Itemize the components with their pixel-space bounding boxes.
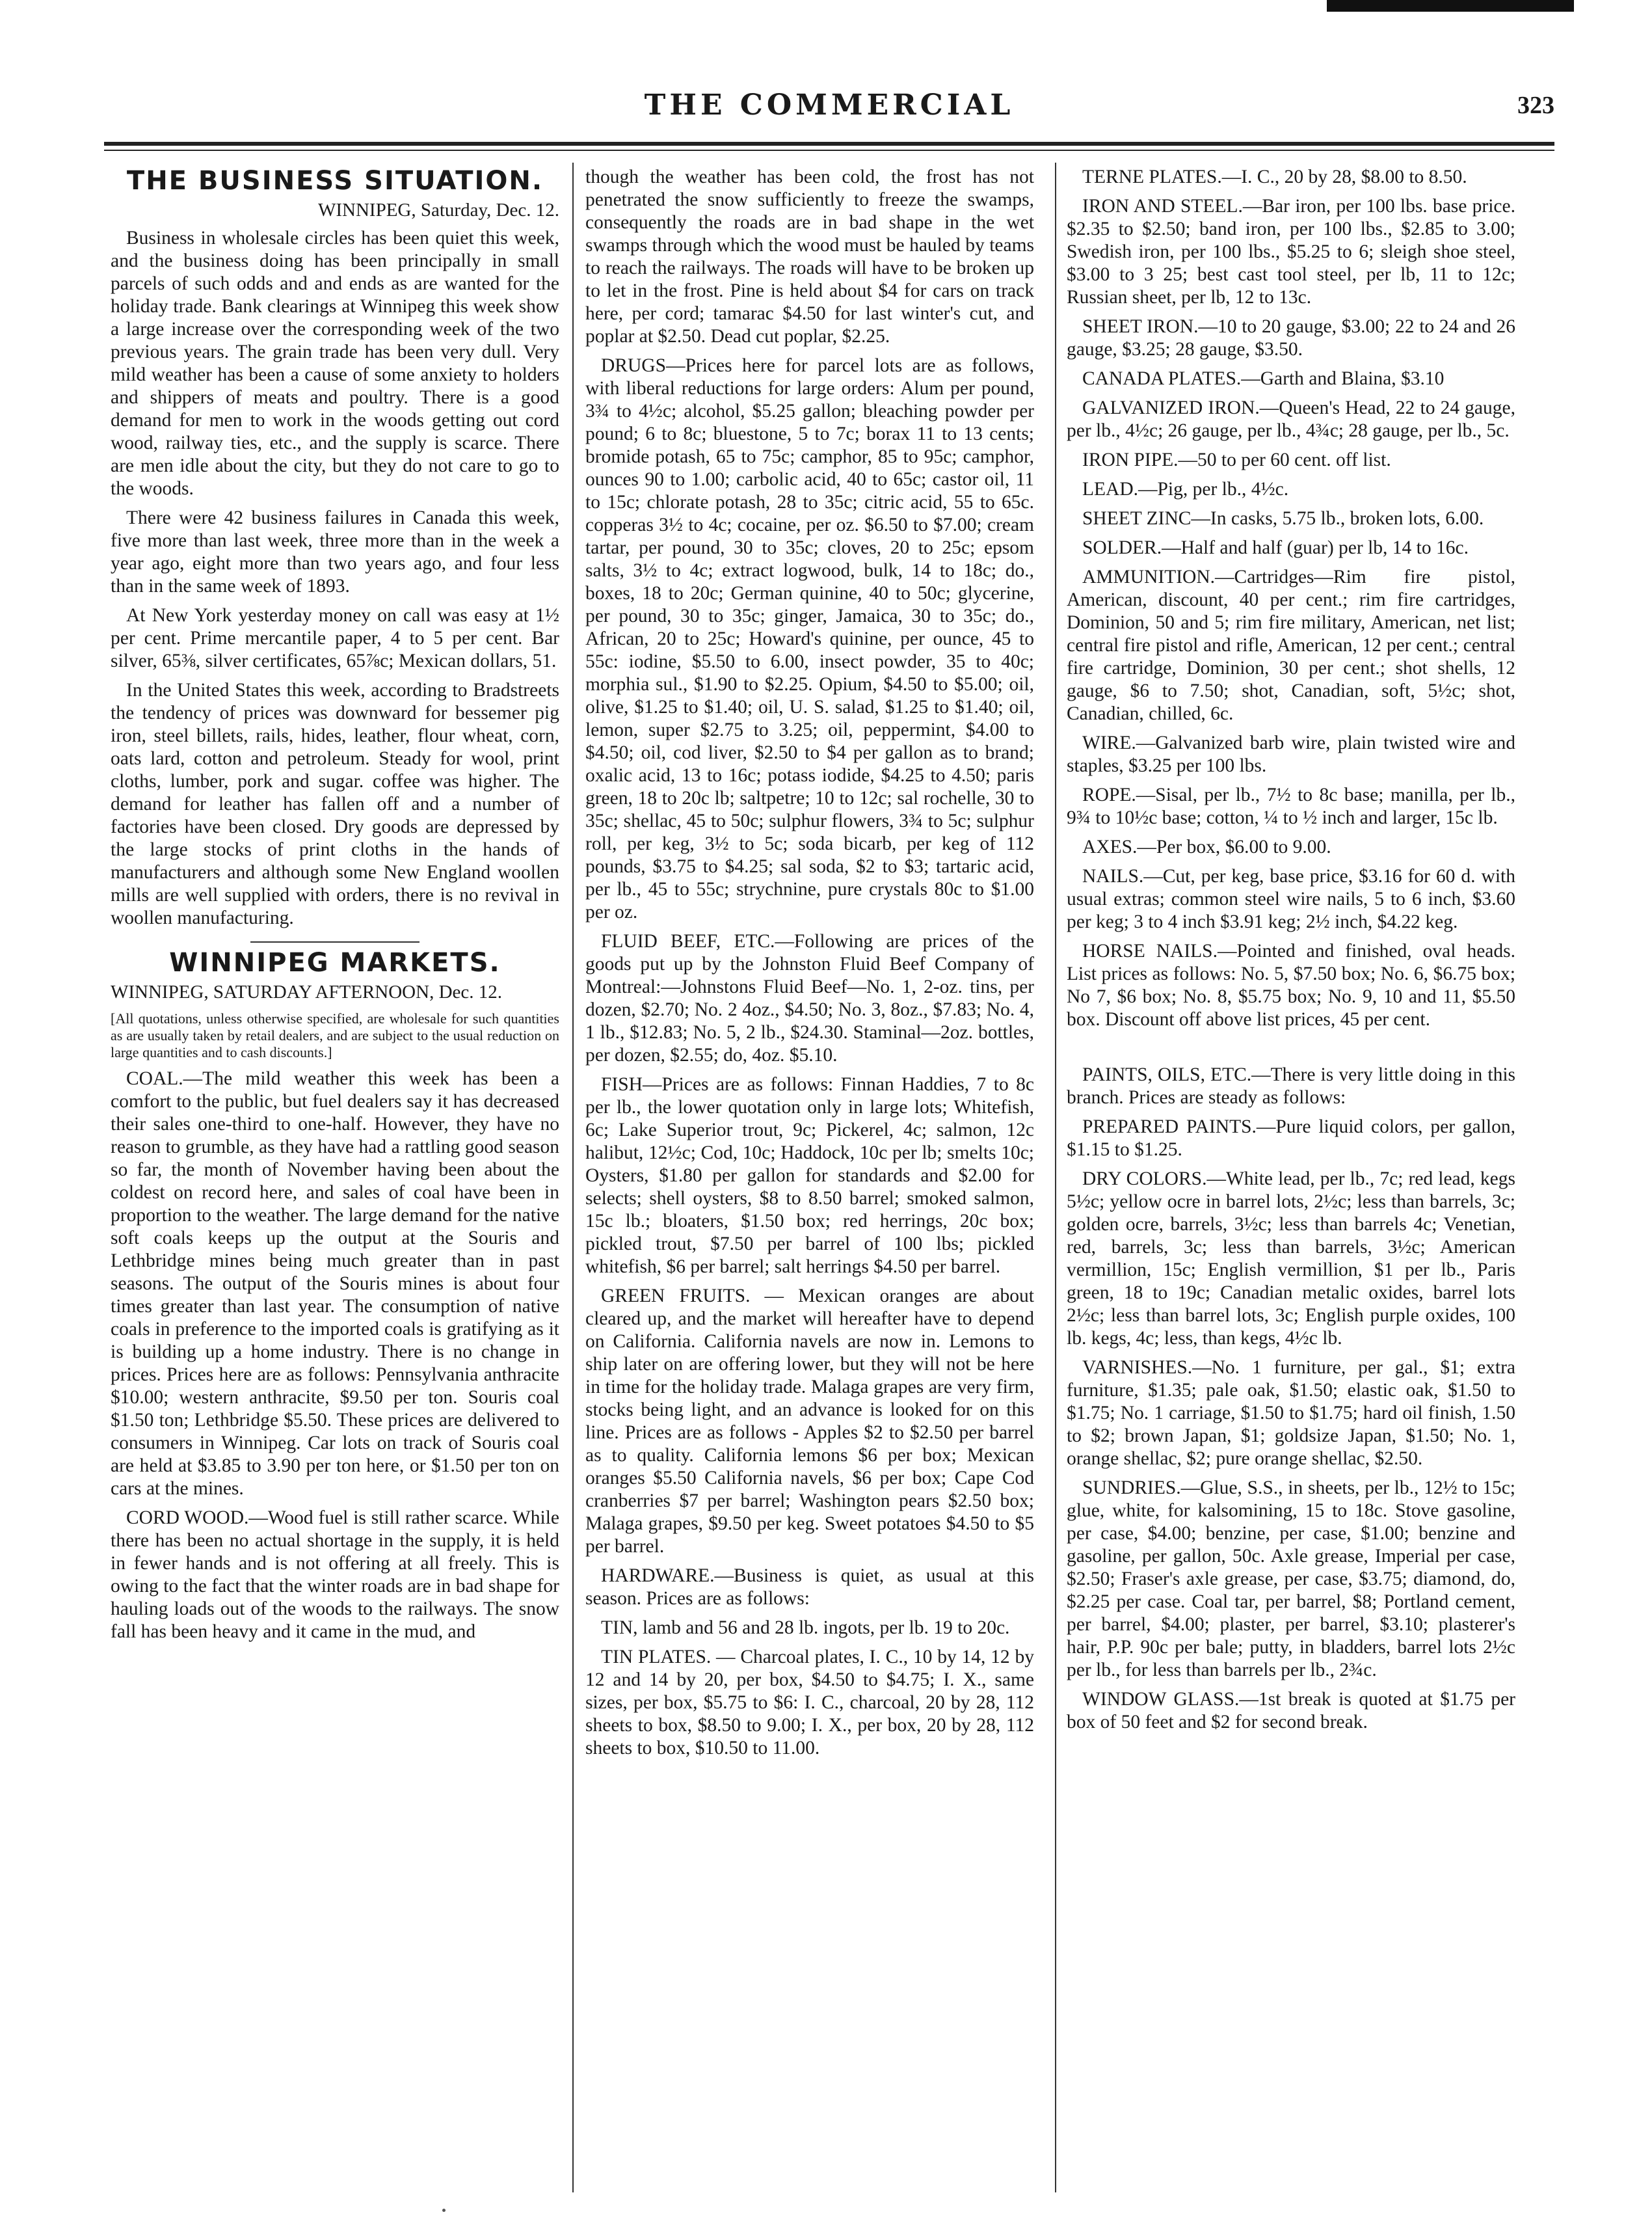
paragraph: There were 42 business failures in Canada this week, five more than last week, three more than in the week a year ago, eight more than two years ago, and four less than in the same week of 1893. [111,507,559,597]
paragraph-window-glass: WINDOW GLASS.—1st break is quoted at $1.75 per box of 50 feet and $2 for second break. [1067,1689,1515,1732]
paragraph-nails: NAILS.—Cut, per keg, base price, $3.16 for 60 d. with usual extras; common steel wire nails, 5 to 6 inch, $3.60 per keg; 3 to 4 inch $3.91 keg; 2½ inch, $4.22 keg. [1067,866,1515,932]
paragraph-fish: FISH—Prices are as follows: Finnan Haddies, 7 to 8c per lb., the lower quotation only in large lots; Whitefish, 6c; Lake Superior trout, 9c; Pickerel, 4c; salmon, 12c halibut, 12½c; Cod, 10c; Haddock, 10c per lb; smelts 10c; Oysters, $1.80 per gallon for standards and $2.00 for selects; shell oysters, $8 to 8.50 barrel; smoked salmon, 15c lb.; bloaters, $1.50 box; red herrings, 20c box; pickled trout, $7.50 per barrel of 100 lbs; pickled whitefish, $6 per barrel; salt herrings $4.50 per barrel. [585,1074,1034,1277]
paragraph-fluid-beef: FLUID BEEF, ETC.—Following are prices of the goods put up by the Johnston Fluid Beef Company of Montreal:—Johnstons Fluid Beef—No. 1, 2-oz. tins, per dozen, $2.70; No. 2 4oz., $4.50; No. 3, 8oz., $7.83; No. 4, 1 lb., $12.83; No. 5, 2 lb., $24.30. Staminal—2oz. bottles, per dozen, $2.55; do, 4oz. $5.10. [585,931,1034,1066]
column-3 [1067,166,1515,2202]
paragraph-solder: SOLDER.—Half and half (guar) per lb, 14 to 16c. [1082,537,1469,558]
paragraph: though the weather has been cold, the frost has not penetrated the snow sufficiently to freeze the swamps, consequently the roads are in bad shape in the wet swamps through which the wood must be hauled by teams to reach the railways. The roads will have to be broken up to let in the frost. Pine is held about $4 for cars on track here, per cord; tamarac $4.50 for last winter's cut, and poplar at $2.50. Dead cut poplar, $2.25. [585,167,1034,347]
page-header [104,85,1554,137]
paragraph-prepared-paints: PREPARED PAINTS.—Pure liquid colors, per gallon, $1.15 to $1.25. [1067,1116,1515,1160]
column-divider-1 [572,163,574,2192]
section-gap [1067,1038,1515,1064]
paragraph-terne-plates: TERNE PLATES.—I. C., 20 by 28, $8.00 to 8.50. [1082,167,1467,187]
paragraph-galvanized-iron: GALVANIZED IRON.—Queen's Head, 22 to 24 gauge, per lb., 4½c; 26 gauge, per lb., 4¾c; 28 gauge, per lb., 5c. [1067,397,1515,441]
paragraph-iron-steel: IRON AND STEEL.—Bar iron, per 100 lbs. base price. $2.35 to $2.50; band iron, per 100 lbs., $2.85 to 3.00; Swedish iron, per 100 lbs., $5.25 to 6; sleigh shoe steel, $3.00 to 3 25; best cast tool steel, per lb, 11 to 12c; Russian sheet, per lb, 12 to 13c. [1067,196,1515,308]
column-1 [111,166,559,2202]
dateline-business: WINNIPEG, Saturday, Dec. 12. [318,200,559,221]
paragraph-canada-plates: CANADA PLATES.—Garth and Blaina, $3.10 [1082,368,1445,389]
headline-business-situation: THE BUSINESS SITUATION. [126,166,544,196]
paragraph-wire: WIRE.—Galvanized barb wire, plain twisted wire and staples, $3.25 per 100 lbs. [1067,733,1515,776]
paragraph-ammunition: AMMUNITION.—Cartridges—Rim fire pistol, American, discount, 40 per cent.; rim fire cartridges, Dominion, 50 and 5; rim fire military, American, net list; central fire pistol and rifle, American, 12 per cent.; central fire cartridge, Dominion, 30 per cent.; shot shells, 12 gauge, $6 to 7.50; shot, Canadian, soft, 5½c; shot, Canadian, chilled, 6c. [1067,567,1515,724]
paragraph-sundries: SUNDRIES.—Glue, S.S., in sheets, per lb., 12½ to 15c; glue, white, for kalsomining, 15 to 18c. Stove gasoline, per case, $4.00; benzine, per case, $1.00; benzine and gasoline, per gallon, 50c. Axle grease, Imperial per case, $2.50; Fraser's axle grease, per case, $3.75; diamond, do, $2.25 per case. Coal tar, per barrel, $8; Portland cement, per barrel, $4.00; plaster, per barrel, $3.10; plasterer's hair, P.P. 90c per bale; putty, in bladders, barrel lots 2½c per lb., for less than barrels per lb., 2¾c. [1067,1477,1515,1680]
print-speck [442,2209,446,2212]
header-rule-thick [104,142,1554,146]
column-2 [585,166,1034,2202]
top-edge-bar [1327,0,1574,12]
paragraph-sheet-iron: SHEET IRON.—10 to 20 gauge, $3.00; 22 to 24 and 26 gauge, $3.25; 28 gauge, $3.50. [1067,316,1515,360]
quotation-note: [All quotations, unless otherwise specified, are wholesale for such quantities as are usually taken by retail dealers, and are subject to the usual reduction on large quantities and to cash discounts.] [111,1010,559,1060]
paragraph: At New York yesterday money on call was easy at 1½ per cent. Prime mercantile paper, 4 to 5 per cent. Bar silver, 65⅜, silver certificates, 65⅞c; Mexican dollars, 51. [111,605,559,671]
header-rule-thin [104,150,1554,151]
paragraph-drugs: DRUGS—Prices here for parcel lots are as follows, with liberal reductions for large orders: Alum per pound, 3¾ to 4½c; alcohol, $5.25 gallon; bleaching powder per pound; 6 to 8c; bluestone, 5 to 7c; borax 11 to 13 cents; bromide potash, 65 to 75c; camphor, 85 to 95c; camphor, ounces 90 to 1.00; carbolic acid, 40 to 65c; castor oil, 11 to 15c; chlorate potash, 28 to 35c; citric acid, 55 to 65c. copperas 3½ to 4c; cocaine, per oz. $6.50 to $7.00; cream tartar, per pound, 30 to 35c; cloves, 20 to 25c; epsom salts, 3½ to 4c; extract logwood, bulk, 14 to 18c; do., boxes, 18 to 20c; German quinine, 40 to 50c; glycerine, per pound, 30 to 35c; ginger, Jamaica, 30 to 35c; do., African, 20 to 25c; Howard's quinine, per ounce, 45 to 55c: iodine, $5.50 to 6.00, insect powder, 35 to 40c; morphia sul., $1.90 to $2.25. Opium, $4.50 to $5.00; oil, olive, $1.25 to $1.40; oil, U. S. salad, $1.25 to $1.40; oil, lemon, super $2.75 to 3.25; oil, peppermint, $4.00 to $4.50; oil, cod liver, $2.50 to $4 per gallon as to brand; oxalic acid, 13 to 16c; potass iodide, $4.25 to 4.50; paris green, 18 to 20c lb; saltpetre; 10 to 12c; sal rochelle, 30 to 35c; shellac, 45 to 50c; sulphur flowers, 3¾ to 5c; sulphur roll, per keg, 3½ to 5c; soda bicarb, per keg of 112 pounds, $3.75 to $4.25; sal soda, $2 to $3; tartaric acid, per lb., 45 to 55c; strychnine, pure crystals 80c to $1.00 per oz. [585,355,1034,923]
paragraph-coal: COAL.—The mild weather this week has been a comfort to the public, but fuel dealers say it has decreased their sales one-third to one-half. However, they have no reason to grumble, as they have had a rattling good season so far, the month of November having been about the coldest on record here, and sales of coal have been in proportion to the weather. The large demand for the native soft coals keeps up the output at the Souris and Lethbridge mines being much greater than in past seasons. The output of the Souris mines is about four times greater than last year. The consumption of native coals in preference to the imported coals is gratifying as it is building up a home industry. There is no change in prices. Prices here are as follows: Pennsylvania anthracite $10.00; western anthracite, $9.50 per ton. Souris coal $1.50 ton; Lethbridge $5.50. These prices are delivered to consumers in Winnipeg. Car lots on track of Souris coal are held at $3.85 to 3.90 per ton here, or $1.50 per ton on cars at the mines. [111,1068,559,1499]
paragraph-axes: AXES.—Per box, $6.00 to 9.00. [1082,837,1331,857]
paragraph-lead: LEAD.—Pig, per lb., 4½c. [1082,479,1289,500]
paragraph-tin: TIN, lamb and 56 and 28 lb. ingots, per lb. 19 to 20c. [601,1617,1010,1638]
page-number: 323 [1517,92,1554,119]
paragraph-tin-plates: TIN PLATES. — Charcoal plates, I. C., 10 by 14, 12 by 12 and 14 by 20, per box, $4.50 to $4.75; I. X., same sizes, per box, $5.75 to $6: I. C., charcoal, 20 by 28, 112 sheets to box, $8.50 to 9.00; I. X., per box, 20 by 28, 112 sheets to box, $10.50 to 11.00. [585,1647,1034,1758]
paragraph-dry-colors: DRY COLORS.—White lead, per lb., 7c; red lead, kegs 5½c; yellow ocre in barrel lots, 2½c; less than barrels, 3c; golden ocre, barrels, 3½c; less than barrels 4c; Venetian, red, barrels, 3c; less than barrels, 3½c; American vermillion, 15c; English vermillion, $1 per lb., Paris green, 18 to 19c; Canadian metalic oxides, barrel lots 2½c; less than barrel lots, 3c; English purple oxides, 100 lb. kegs, 4c; less, than kegs, 4½c lb. [1067,1168,1515,1349]
paragraph-varnishes: VARNISHES.—No. 1 furniture, per gal., $1; extra furniture, $1.35; pale oak, $1.50; elastic oak, $1.50 to $1.75; No. 1 carriage, $1.50 to $1.75; hard oil finish, 1.50 to $2; brown Japan, $1; goldsize Japan, $1.50; No. 1, orange shellac, $2; pure orange shellac, $2.50. [1067,1357,1515,1469]
headline-winnipeg-markets: WINNIPEG MARKETS. [169,948,501,978]
paragraph-green-fruits: GREEN FRUITS. — Mexican oranges are about cleared up, and the market will hereafter have to depend on California. California navels are now in. Lemons to ship later on are offering lower, but they will not be here in time for the holiday trade. Malaga grapes are very firm, stocks being light, and an advance is looked for on this line. Prices are as follows - Apples $2 to $2.50 per barrel as to quality. California lemons $6 per box; Mexican oranges $5.50 California navels, $6 per box; Cape Cod cranberries $7 per barrel; Washington pears $2.50 box; Malaga grapes, $9.50 per keg. Sweet potatoes $4.50 to $5 per barrel. [585,1286,1034,1557]
paragraph-cord-wood: CORD WOOD.—Wood fuel is still rather scarce. While there has been no actual shortage in the supply, it is held in fewer hands and is not offering at all freely. This is owing to the fact that the winter roads are in bad shape for hauling loads out of the woods to the railways. The snow fall has been heavy and it came in the mud, and [111,1507,559,1642]
paragraph-horse-nails: HORSE NAILS.—Pointed and finished, oval heads. List prices as follows: No. 5, $7.50 box; No. 6, $6.75 box; No 7, $6 box; No. 8, $5.75 box; No. 9, 10 and 11, $5.50 box. Discount off above list prices, 45 per cent. [1067,941,1515,1030]
paragraph-paints-oils: PAINTS, OILS, ETC.—There is very little doing in this branch. Prices are steady as follows: [1067,1064,1515,1108]
column-divider-2 [1055,163,1056,2192]
paragraph-hardware: HARDWARE.—Business is quiet, as usual at this season. Prices are as follows: [585,1565,1034,1609]
paragraph-sheet-zinc: SHEET ZINC—In casks, 5.75 lb., broken lots, 6.00. [1082,508,1484,529]
paragraph: Business in wholesale circles has been quiet this week, and the business doing has been principally in small parcels of such odds and and ends as are wanted for the holiday trade. Bank clearings at Winnipeg this week show a large increase over the corresponding week of the two previous years. The grain trade has been very dull. Very mild weather has been a cause of some anxiety to holders and shippers of meats and poultry. There is a good demand for men to work in the woods getting out cord wood, railway ties, etc., and the supply is scarce. There are men idle about the city, but they do not care to go to the woods. [111,228,559,499]
paragraph-rope: ROPE.—Sisal, per lb., 7½ to 8c base; manilla, per lb., 9¾ to 10½c base; cotton, ¼ to ½ inch and larger, 15c lb. [1067,785,1515,828]
paragraph: In the United States this week, according to Bradstreets the tendency of prices was downward for bessemer pig iron, steel billets, rails, hides, leather, flour wheat, corn, oats lard, cotton and petroleum. Steady for wool, print cloths, lumber, pork and sugar. coffee was higher. The demand for leather has fallen off and a number of factories have been closed. Dry goods are depressed by the large stocks of print cloths in the hands of manufacturers and although some New England woollen mills are well supplied with orders, there is no revival in woollen manufacturing. [111,680,559,928]
masthead-title: THE COMMERCIAL [644,88,1015,122]
dateline-markets: WINNIPEG, SATURDAY AFTERNOON, Dec. 12. [111,982,503,1003]
section-separator [250,941,420,943]
paragraph-iron-pipe: IRON PIPE.—50 to per 60 cent. off list. [1082,450,1391,470]
